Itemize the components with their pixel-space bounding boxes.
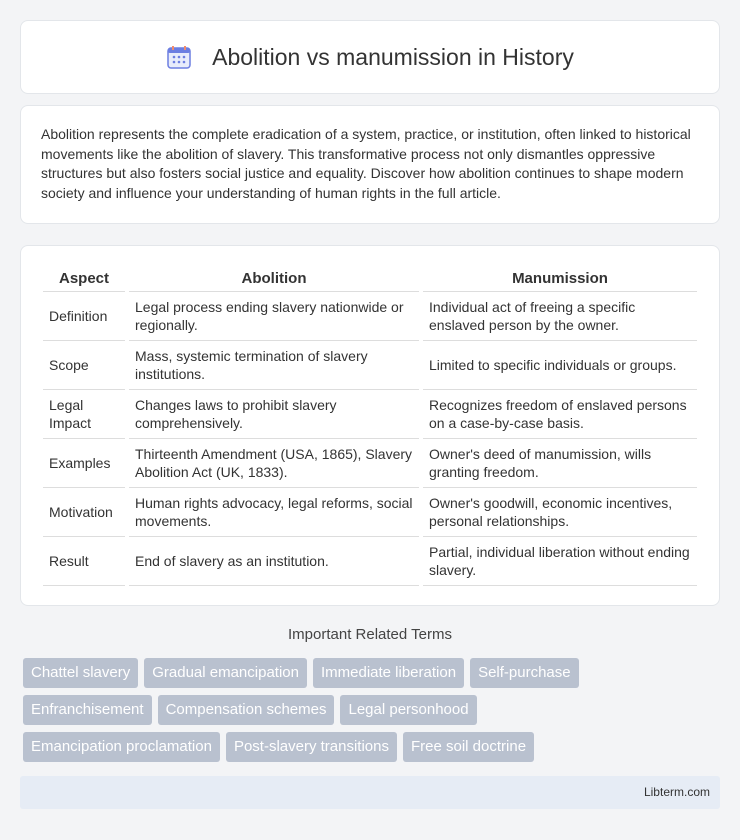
intro-text: Abolition represents the complete eradication of a system, practice, or institution, often linked to historical movements like the abolition of slavery. This transformative process not only dismantles oppressive structures but also fosters social justice and equality. Discover how abolition continues to shape modern society and influence your understanding of human rights in the full article. [41, 126, 691, 201]
related-term-tag[interactable]: Immediate liberation [313, 658, 464, 688]
related-term-tag[interactable]: Compensation schemes [158, 695, 335, 725]
table-cell-manu: Owner's goodwill, economic incentives, personal relationships. [423, 488, 697, 537]
table-row [43, 488, 697, 537]
related-term-tag[interactable]: Enfranchisement [23, 695, 152, 725]
related-terms-title: Important Related Terms [288, 626, 452, 643]
intro-card [20, 105, 720, 224]
column-header: Abolition [129, 266, 419, 292]
table-cell-abol: End of slavery as an institution. [129, 537, 419, 586]
related-term-tag[interactable]: Free soil doctrine [403, 732, 534, 762]
table-cell-aspect: Motivation [43, 488, 125, 537]
table-cell-aspect: Examples [43, 439, 125, 488]
related-term-tag[interactable]: Emancipation proclamation [23, 732, 220, 762]
table-cell-manu: Recognizes freedom of enslaved persons on a case-by-case basis. [423, 390, 697, 439]
table-row [43, 439, 697, 488]
table-cell-abol: Changes laws to prohibit slavery comprehensively. [129, 390, 419, 439]
related-term-tag[interactable]: Gradual emancipation [144, 658, 307, 688]
comparison-table [39, 266, 701, 586]
table-cell-aspect: Scope [43, 341, 125, 390]
table-cell-abol: Thirteenth Amendment (USA, 1865), Slavery Abolition Act (UK, 1833). [129, 439, 419, 488]
table-cell-manu: Individual act of freeing a specific enslaved person by the owner. [423, 292, 697, 341]
related-term-tag[interactable]: Self-purchase [470, 658, 579, 688]
table-cell-abol: Legal process ending slavery nationwide or regionally. [129, 292, 419, 341]
comparison-card [20, 245, 720, 606]
tag-row [23, 658, 723, 688]
table-cell-manu: Owner's deed of manumission, wills granting freedom. [423, 439, 697, 488]
column-header: Manumission [423, 266, 697, 292]
table-cell-abol: Human rights advocacy, legal reforms, social movements. [129, 488, 419, 537]
column-header: Aspect [43, 266, 125, 292]
table-row [43, 390, 697, 439]
table-row [43, 341, 697, 390]
related-terms-list [23, 658, 723, 769]
tag-row [23, 695, 723, 725]
table-row [43, 537, 697, 586]
related-term-tag[interactable]: Chattel slavery [23, 658, 138, 688]
header-card [20, 20, 720, 94]
table-cell-manu: Partial, individual liberation without ending slavery. [423, 537, 697, 586]
footer [20, 776, 720, 809]
tag-row [23, 732, 723, 762]
table-cell-aspect: Legal Impact [43, 390, 125, 439]
table-cell-manu: Limited to specific individuals or groups. [423, 341, 697, 390]
table-cell-aspect: Result [43, 537, 125, 586]
table-row [43, 292, 697, 341]
table-cell-aspect: Definition [43, 292, 125, 341]
calendar-grid-icon [166, 44, 192, 70]
related-term-tag[interactable]: Legal personhood [340, 695, 476, 725]
page-title: Abolition vs manumission in History [212, 43, 574, 70]
related-term-tag[interactable]: Post-slavery transitions [226, 732, 397, 762]
table-cell-abol: Mass, systemic termination of slavery institutions. [129, 341, 419, 390]
table-header-row [43, 266, 697, 292]
footer-link[interactable]: Libterm.com [643, 785, 710, 799]
